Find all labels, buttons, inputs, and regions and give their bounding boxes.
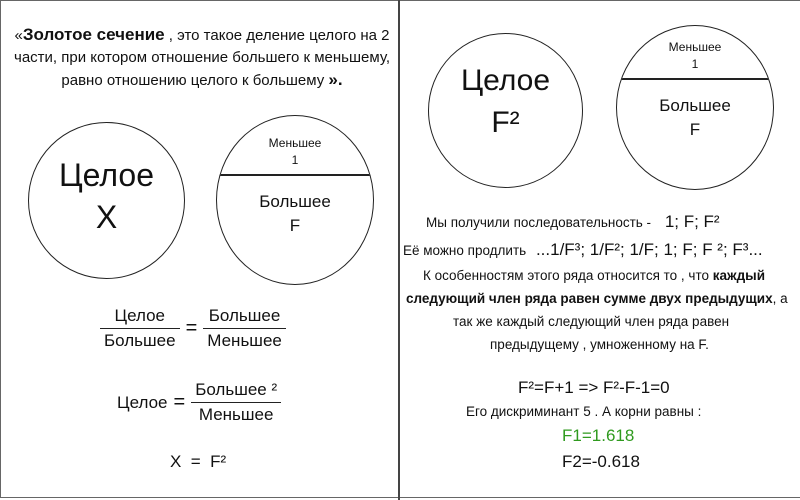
definition-text [10,24,394,92]
equals-sign: = [173,391,186,414]
term-golden-section: Золотое сечение [22,25,165,44]
feature-bold-rule: следующий член ряда равен сумме двух предыдущих [406,291,773,306]
root-negative: F2=-0.618 [562,452,640,471]
whole-label: Целое [460,64,551,97]
smaller-value: 1 [291,153,299,167]
feature-line3: так же каждый следующий член ряда равен [453,314,730,329]
smaller-label: Меньшее [668,40,722,54]
definition-line3: равно отношению целого к большему [61,72,325,89]
feature-line2 [406,291,788,306]
equation-whole [117,380,281,425]
fraction-numerator: Целое [114,306,166,325]
fraction-denominator: Большее [104,331,176,351]
larger-value: F [289,216,301,235]
whole-label: Целое [58,157,155,193]
fraction-larger-squared-over-smaller [191,380,281,425]
split-chord [617,78,773,80]
feature-text: , а [772,291,788,306]
fraction-numerator: Большее ² [195,380,278,399]
smaller-value: 1 [691,57,699,71]
feature-line4: предыдущему , умноженному на F. [490,337,709,352]
fraction-larger-over-smaller [203,306,286,351]
fraction-denominator: Меньшее [207,331,282,351]
discriminant-text: Его дискриминант 5 . А корни равны : [466,404,702,419]
quadratic-equation: F²=F+1 => F²-F-1=0 [518,378,670,397]
equation-x-equals-f-squared: X = F² [170,452,227,471]
definition-line1: , это такое деление целого на 2 [164,27,390,44]
fraction-whole-over-larger [100,306,180,351]
sequence-values: 1; F; F² [664,212,720,231]
equation-ratio [100,306,286,351]
feature-line1 [423,268,765,283]
root-positive: F1=1.618 [562,426,635,445]
definition-line2: части, при котором отношение большего к меньшему, [14,49,390,66]
larger-label: Большее [259,192,331,211]
larger-value: F [689,120,701,139]
sequence-line [426,212,720,232]
whole-variable: F² [491,106,520,139]
fraction-denominator: Меньшее [198,405,274,425]
equals-sign: = [185,317,198,340]
whole-variable: X [95,199,118,235]
equation-lhs: Целое [117,392,168,412]
smaller-label: Меньшее [268,136,322,150]
sequence-intro: Мы получили последовательность - [426,215,652,230]
feature-text: К особенностям этого ряда относится то , что [423,268,709,283]
circle-split [616,25,774,190]
circle-whole-f2 [428,33,583,188]
fraction-numerator: Большее [208,306,281,325]
extend-values: ...1/F³; 1/F²; 1/F; 1; F; F ²; F³... [535,240,763,259]
larger-label: Большее [659,96,731,115]
circle-split [216,115,374,285]
split-chord [217,174,373,176]
extend-line [403,240,763,260]
circle-whole-x [28,122,185,279]
extend-intro: Её можно продлить [403,243,527,258]
quote-open: « [14,27,23,44]
feature-bold-each: каждый [712,268,765,283]
quote-close: ». [328,70,343,89]
